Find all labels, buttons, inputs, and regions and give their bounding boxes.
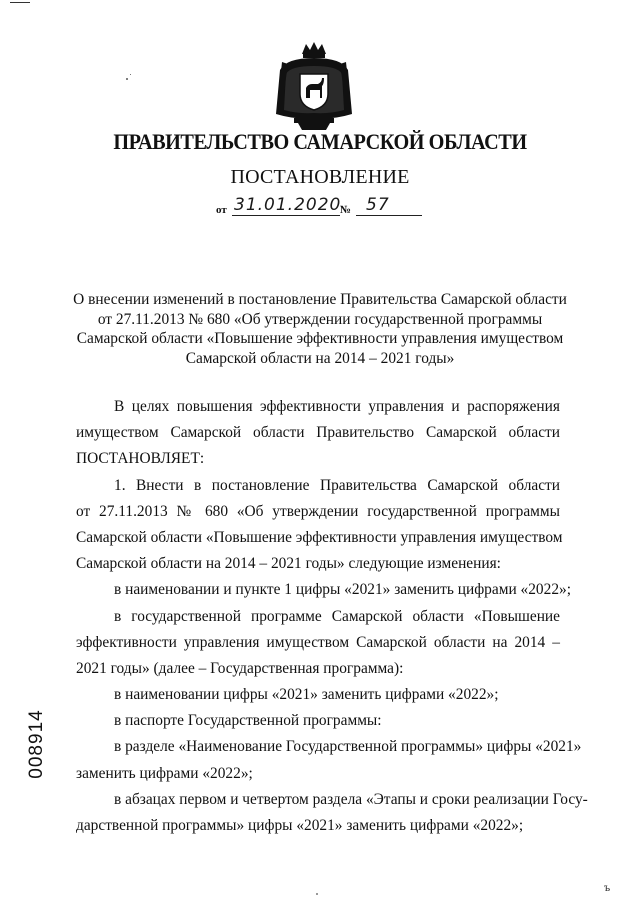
paragraph: [76, 682, 560, 708]
text-line: в разделе «Наименование Государственной программы» цифры «2021»: [114, 738, 582, 756]
scan-speck: [316, 893, 318, 895]
number-prefix: №: [340, 204, 352, 216]
text-line: дарственной программы» цифры «2021» заменить цифрами «2022»;: [76, 817, 524, 834]
text-line: имуществом Самарской области Правительство Самарской области: [76, 424, 560, 442]
text-line: в наименовании цифры «2021» заменить цифрами «2022»;: [114, 686, 499, 704]
date-underline: [232, 215, 340, 216]
subject-line: Самарской области «Повышение эффективности управления имуществом: [76, 330, 564, 347]
text-line: заменить цифрами «2022»;: [76, 764, 253, 782]
organization-title: ПРАВИТЕЛЬСТВО САМАРСКОЙ ОБЛАСТИ: [113, 129, 527, 154]
paragraph: [76, 734, 582, 786]
text-line: 2021 годы» (далее – Государственная программа):: [76, 659, 404, 677]
serial-number: 008914: [26, 709, 47, 779]
paragraph: [76, 708, 560, 734]
text-line: эффективности управления имуществом Самарской области на 2014 –: [76, 633, 560, 651]
paragraph: [76, 604, 560, 683]
text-line: ПОСТАНОВЛЯЕТ:: [76, 450, 205, 468]
paragraph: [76, 577, 571, 603]
handwritten-number: 57: [366, 195, 390, 215]
text-line: 1. Внести в постановление Правительства Самарской области: [114, 476, 560, 494]
scan-speck: [126, 78, 128, 80]
scan-speck: [130, 74, 131, 75]
subject-line: Самарской области на 2014 – 2021 годы»: [185, 349, 455, 367]
date-number-line: [216, 196, 436, 222]
document-body: [76, 394, 588, 839]
handwritten-date: 31.01.2020: [234, 195, 342, 215]
paragraph: [76, 394, 560, 473]
scan-mark: [10, 2, 30, 3]
text-line: в государственной программе Самарской области «Повышение: [114, 607, 560, 625]
text-line: В целях повышения эффективности управления и распоряжения: [114, 398, 560, 415]
subject-line: О внесении изменений в постановление Правительства Самарской области: [73, 291, 567, 308]
date-prefix: от: [216, 204, 227, 216]
text-line: Самарской области на 2014 – 2021 годы» следующие изменения:: [76, 555, 501, 573]
paragraph: [76, 787, 588, 839]
text-line: Самарской области «Повышение эффективности управления имуществом: [76, 528, 563, 546]
text-line: в паспорте Государственной программы:: [114, 712, 382, 730]
corner-mark: ъ: [604, 880, 611, 894]
number-underline: [356, 215, 422, 216]
document-subject: [70, 290, 570, 368]
paragraph: [76, 473, 563, 578]
text-line: в наименовании и пункте 1 цифры «2021» заменить цифрами «2022»;: [114, 581, 571, 599]
text-line: от 27.11.2013 № 680 «Об утверждении государственной программы: [76, 502, 560, 520]
coat-of-arms-icon: [272, 40, 356, 132]
text-line: в абзацах первом и четвертом раздела «Этапы и сроки реализации Госу-: [114, 790, 588, 808]
document-type: ПОСТАНОВЛЕНИЕ: [230, 166, 410, 188]
subject-line: от 27.11.2013 № 680 «Об утверждении государственной программы: [97, 310, 543, 328]
